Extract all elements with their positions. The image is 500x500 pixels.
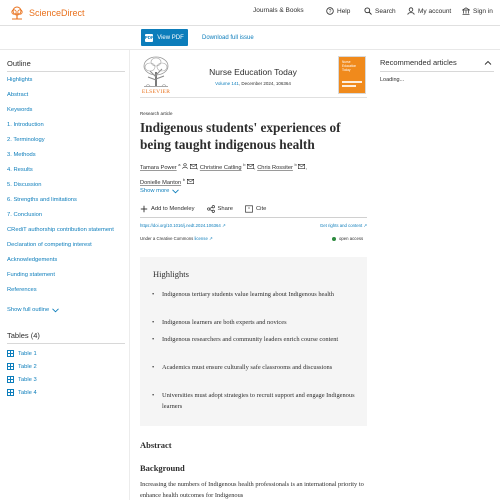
my-account-link[interactable] xyxy=(407,7,451,15)
outline-title: Outline xyxy=(7,59,31,68)
svg-text:”: ” xyxy=(247,207,251,213)
tables-divider xyxy=(7,343,125,344)
outline-item-conclusion[interactable]: 7. Conclusion xyxy=(7,212,43,218)
table-link-4[interactable] xyxy=(7,389,37,396)
outline-item-references[interactable]: References xyxy=(7,287,37,293)
outline-item-methods[interactable]: 3. Methods xyxy=(7,152,36,158)
highlight-item: • Indigenous tertiary students value learning about Indigenous health xyxy=(152,290,357,301)
recommended-title: Recommended articles xyxy=(380,58,457,67)
journal-cover-image[interactable] xyxy=(338,56,366,94)
author-link[interactable]: Christine Catling xyxy=(199,164,242,171)
table-label: Table 3 xyxy=(18,376,37,383)
user-icon xyxy=(407,7,415,15)
outline-item-introduction[interactable]: 1. Introduction xyxy=(7,122,44,128)
email-icon[interactable] xyxy=(298,164,305,169)
license-text xyxy=(140,236,213,242)
my-account-label: My account xyxy=(418,7,452,15)
show-more-button[interactable] xyxy=(140,188,179,194)
view-pdf-label: View PDF xyxy=(157,34,184,41)
license-prefix: Under a Creative Commons xyxy=(140,236,195,241)
institution-icon xyxy=(462,7,470,15)
outline-divider xyxy=(7,71,125,72)
outline-item-credit[interactable]: CRediT authorship contribution statement xyxy=(7,227,114,233)
quote-icon xyxy=(245,205,253,213)
affiliation-sup[interactable]: b xyxy=(294,162,297,167)
table-icon xyxy=(7,389,14,396)
cite-button[interactable] xyxy=(245,205,266,213)
outline-sidebar xyxy=(0,50,130,500)
abstract-paragraph: Increasing the numbers of Indigenous health professionals is an international priority to enhance health outcomes for Indigenous xyxy=(140,481,364,499)
show-full-outline-button[interactable] xyxy=(7,307,59,313)
chevron-down-icon xyxy=(52,308,59,313)
show-more-label: Show more xyxy=(140,188,170,194)
sign-in-label: Sign in xyxy=(473,7,493,15)
outline-item-discussion[interactable]: 5. Discussion xyxy=(7,182,42,188)
help-icon xyxy=(326,7,334,15)
share-label: Share xyxy=(217,206,233,212)
email-icon[interactable] xyxy=(190,164,197,169)
top-header xyxy=(0,0,500,26)
cover-decoration xyxy=(342,81,362,83)
chevron-up-icon[interactable] xyxy=(484,59,492,67)
table-icon xyxy=(7,376,14,383)
license-link[interactable]: license ↗ xyxy=(194,236,213,241)
author-list: Tamara Power $^a$ , Christine Catling $^b$ , Chris Rossiter $^b$ , Donielle Manton $^b$ xyxy=(140,162,307,186)
table-icon xyxy=(7,350,14,357)
help-link[interactable] xyxy=(326,7,350,15)
share-icon xyxy=(207,205,215,213)
author-link[interactable]: Chris Rossiter xyxy=(257,164,293,171)
article-actions xyxy=(140,205,266,213)
journal-banner xyxy=(140,55,367,98)
journal-volume xyxy=(172,81,334,86)
search-icon xyxy=(364,7,372,15)
affiliation-sup[interactable]: a xyxy=(178,162,181,167)
highlight-item: • Indigenous researchers and community leaders enrich course content xyxy=(152,335,357,346)
recommended-loading-text: Loading... xyxy=(380,77,405,83)
add-to-mendeley-button[interactable] xyxy=(140,205,195,213)
table-link-1[interactable] xyxy=(7,350,37,357)
actions-divider xyxy=(140,217,367,218)
journals-books-link[interactable] xyxy=(253,7,304,14)
article-toolbar xyxy=(0,26,500,50)
outline-item-highlights[interactable]: Highlights xyxy=(7,77,33,83)
person-icon[interactable] xyxy=(182,163,188,169)
email-icon[interactable] xyxy=(247,164,254,169)
add-to-mendeley-label: Add to Mendeley xyxy=(151,206,195,212)
brand-name: ScienceDirect xyxy=(29,8,85,18)
sign-in-link[interactable] xyxy=(462,7,493,15)
abstract-heading: Abstract xyxy=(140,440,172,450)
cover-title: Nurse Education Today xyxy=(342,60,357,72)
elsevier-wordmark: ELSEVIER xyxy=(141,89,171,95)
open-access-label: open access xyxy=(339,236,364,241)
doi-link[interactable]: https://doi.org/10.1016/j.nedt.2024.106364 ↗ xyxy=(140,223,226,228)
author-link[interactable]: Donielle Manton xyxy=(140,179,182,186)
download-full-issue-link[interactable]: Download full issue xyxy=(202,35,254,41)
chevron-down-icon xyxy=(172,189,179,194)
elsevier-tree-icon xyxy=(9,6,25,20)
outline-item-competing-interest[interactable]: Declaration of competing interest xyxy=(7,242,92,248)
pdf-icon: PDF xyxy=(144,35,154,40)
volume-link[interactable]: Volume 141 xyxy=(215,81,239,86)
share-button[interactable] xyxy=(207,205,233,213)
outline-item-keywords[interactable]: Keywords xyxy=(7,107,33,113)
affiliation-sup[interactable]: b xyxy=(243,162,246,167)
recommended-divider xyxy=(380,71,494,72)
highlights-title: Highlights xyxy=(153,269,189,279)
tables-title: Tables (4) xyxy=(7,331,40,340)
open-access-icon xyxy=(332,237,336,241)
help-label: Help xyxy=(337,7,351,15)
view-pdf-button[interactable] xyxy=(141,29,188,46)
sciencedirect-logo[interactable] xyxy=(9,6,85,20)
table-link-3[interactable] xyxy=(7,376,37,383)
journals-books-label: Journals & Books xyxy=(253,7,304,14)
highlight-item: • Indigenous learners are both experts and novices xyxy=(152,318,357,329)
article-type: Research article xyxy=(140,111,173,116)
svg-text:?: ? xyxy=(328,8,332,15)
background-heading: Background xyxy=(140,463,185,473)
get-rights-link[interactable]: Get rights and content ↗ xyxy=(319,223,367,228)
volume-date: , December 2024, 106364 xyxy=(238,81,291,86)
highlights-box xyxy=(140,257,367,426)
outline-item-results[interactable]: 4. Results xyxy=(7,167,33,173)
open-access-badge xyxy=(332,236,363,241)
highlight-item: • Universities must adopt strategies to recruit support and engage Indigenous learners xyxy=(152,391,357,412)
outline-item-strengths[interactable]: 6. Strengths and limitations xyxy=(7,197,77,203)
table-link-2[interactable] xyxy=(7,363,37,370)
cite-label: Cite xyxy=(255,206,267,212)
table-icon xyxy=(7,363,14,370)
outline-item-acknowledgements[interactable]: Acknowledgements xyxy=(7,257,58,263)
plus-icon xyxy=(140,205,148,213)
email-icon[interactable] xyxy=(187,179,194,184)
search-link[interactable] xyxy=(364,7,396,15)
highlight-item: • Academics must ensure culturally safe classrooms and discussions xyxy=(152,363,357,374)
article-title: Indigenous students' experiences of being taught indigenous health xyxy=(140,120,341,152)
outline-item-funding[interactable]: Funding statement xyxy=(7,272,56,278)
search-label: Search xyxy=(375,7,396,15)
cover-decoration xyxy=(342,85,356,87)
author-link[interactable]: Tamara Power xyxy=(140,164,177,171)
outline-item-abstract[interactable]: Abstract xyxy=(7,92,29,98)
table-label: Table 1 xyxy=(18,350,37,357)
table-label: Table 2 xyxy=(18,363,37,370)
journal-title[interactable]: Nurse Education Today xyxy=(209,67,297,77)
show-full-outline-label: Show full outline xyxy=(7,307,50,313)
table-label: Table 4 xyxy=(18,389,37,396)
affiliation-sup[interactable]: b xyxy=(182,176,185,182)
outline-item-terminology[interactable]: 2. Terminology xyxy=(7,137,45,143)
